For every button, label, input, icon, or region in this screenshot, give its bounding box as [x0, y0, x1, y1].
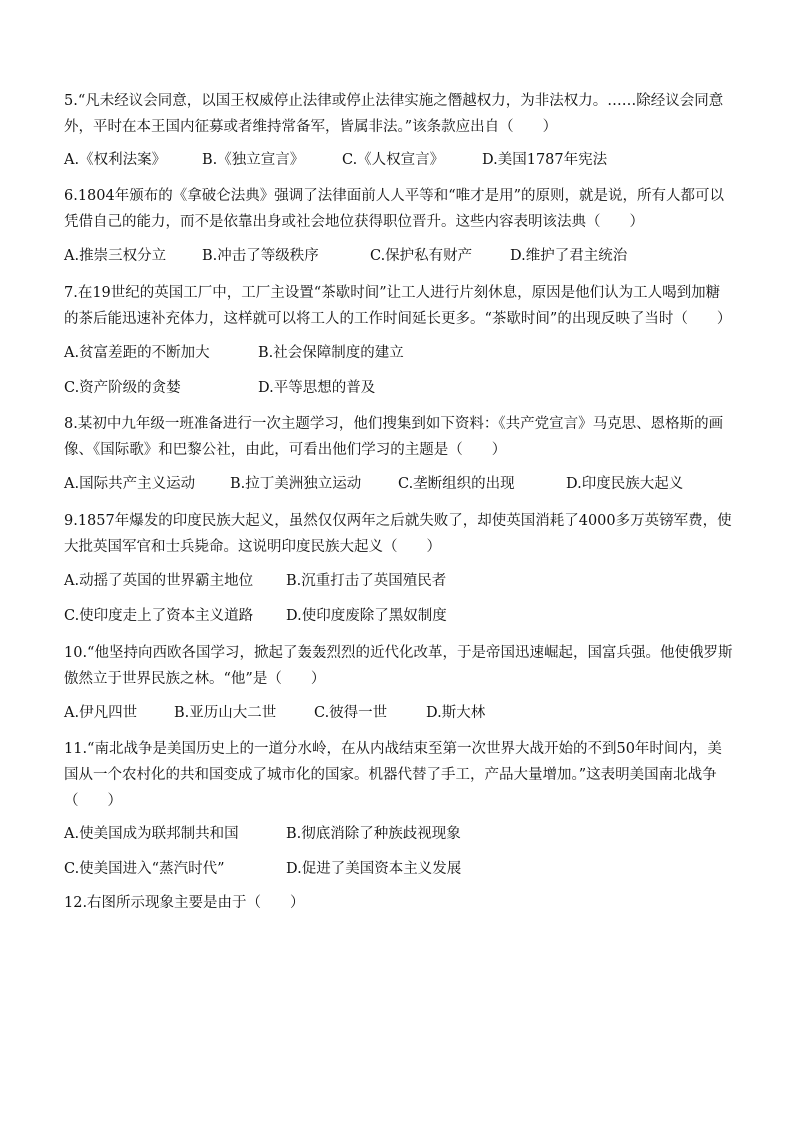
question-12	[64, 890, 734, 916]
option-b[interactable]: B.亚历山大二世	[174, 705, 277, 721]
option-b[interactable]: B.彻底消除了种族歧视现象	[286, 826, 461, 842]
question-stem: 6.1804年颁布的《拿破仑法典》强调了法律面前人人平等和“唯才是用”的原则，就是说，所有人都可以凭借自己的能力，而不是依靠出身或社会地位获得职位晋升。这些内容表明该法典（ ）	[64, 188, 725, 230]
option-c[interactable]: C.使美国进入“蒸汽时代”	[64, 861, 225, 877]
option-a[interactable]: A.贫富差距的不断加大	[64, 345, 210, 361]
option-a[interactable]: A.动摇了英国的世界霸主地位	[64, 573, 254, 589]
question-stem: 9.1857年爆发的印度民族大起义，虽然仅仅两年之后就失败了，却使英国消耗了4000多万英镑军费，使大批英国军官和士兵毙命。这说明印度民族大起义（ ）	[64, 513, 732, 555]
option-b[interactable]: B.《独立宣言》	[202, 152, 305, 168]
option-d[interactable]: D.维护了君主统治	[510, 248, 628, 264]
option-d[interactable]: D.印度民族大起义	[566, 476, 684, 492]
option-d[interactable]: D.斯大林	[426, 705, 486, 721]
question-10	[64, 640, 734, 692]
option-b[interactable]: B.冲击了等级秩序	[202, 248, 319, 264]
question-stem: 10.“他坚持向西欧各国学习，掀起了轰轰烈烈的近代化改革，于是帝国迅速崛起，国富兵强。他使俄罗斯傲然立于世界民族之林。“他”是（ ）	[64, 645, 733, 687]
question-11	[64, 736, 734, 814]
question-stem: 5.“凡未经议会同意，以国王权威停止法律或停止法律实施之僭越权力，为非法权力。……除经议会同意外，平时在本王国内征募或者维持常备军，皆属非法。”该条款应出自（ ）	[64, 93, 724, 135]
option-a[interactable]: A.《权利法案》	[64, 152, 167, 168]
option-b[interactable]: B.沉重打击了英国殖民者	[286, 573, 447, 589]
option-d[interactable]: D.促进了美国资本主义发展	[286, 861, 462, 877]
option-d[interactable]: D.使印度废除了黑奴制度	[286, 608, 447, 624]
question-stem: 8.某初中九年级一班准备进行一次主题学习，他们搜集到如下资料：《共产党宣言》马克思、恩格斯的画像、《国际歌》和巴黎公社，由此，可看出他们学习的主题是（ ）	[64, 416, 724, 458]
option-c[interactable]: C.使印度走上了资本主义道路	[64, 608, 254, 624]
question-7	[64, 280, 734, 332]
option-a[interactable]: A.国际共产主义运动	[64, 476, 196, 492]
option-c[interactable]: C.《人权宣言》	[342, 152, 445, 168]
question-9	[64, 508, 734, 560]
option-c[interactable]: C.彼得一世	[314, 705, 388, 721]
option-d[interactable]: D.平等思想的普及	[258, 380, 376, 396]
option-c[interactable]: C.保护私有财产	[370, 248, 473, 264]
option-c[interactable]: C.资产阶级的贪婪	[64, 380, 181, 396]
option-a[interactable]: A.使美国成为联邦制共和国	[64, 826, 239, 842]
option-b[interactable]: B.社会保障制度的建立	[258, 345, 404, 361]
question-stem: 12.右图所示现象主要是由于（ ）	[64, 895, 305, 911]
option-c[interactable]: C.垄断组织的出现	[398, 476, 515, 492]
option-a[interactable]: A.伊凡四世	[64, 705, 138, 721]
option-b[interactable]: B.拉丁美洲独立运动	[230, 476, 362, 492]
question-8	[64, 411, 734, 463]
question-6	[64, 183, 734, 235]
option-a[interactable]: A.推崇三权分立	[64, 248, 167, 264]
question-5	[64, 88, 734, 140]
question-stem: 7.在19世纪的英国工厂中，工厂主设置“茶歇时间”让工人进行片刻休息，原因是他们认为工人喝到加糖的茶后能迅速补充体力，这样就可以将工人的工作时间延长更多。“茶歇时间”的出现反映了当时（ ）	[64, 285, 732, 327]
option-d[interactable]: D.美国1787年宪法	[482, 152, 608, 168]
question-stem: 11.“南北战争是美国历史上的一道分水岭，在从内战结束至第一次世界大战开始的不到50年时间内，美国从一个农村化的共和国变成了城市化的国家。机器代替了手工，产品大量增加。”这表明美国南北战争（ ）	[64, 741, 722, 809]
